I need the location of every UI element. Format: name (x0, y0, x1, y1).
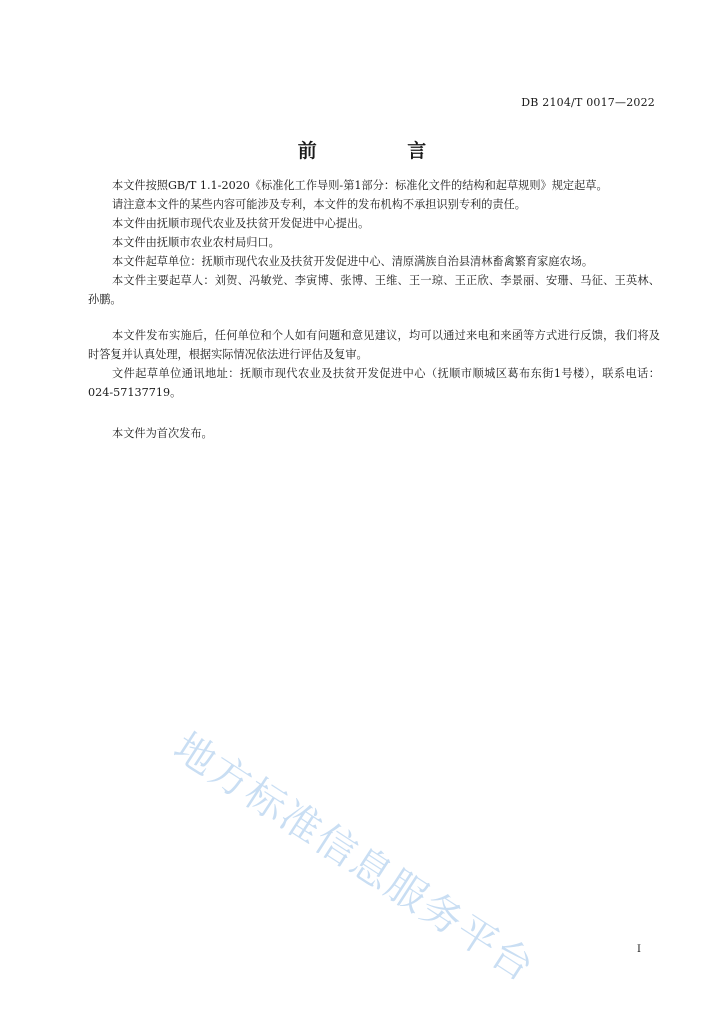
paragraph-proposer: 本文件由抚顺市现代农业及扶贫开发促进中心提出。 (112, 217, 370, 230)
paragraph-drafting-units: 本文件起草单位：抚顺市现代农业及扶贫开发促进中心、清原满族自治县清林畜禽繁育家庭农场。 (112, 255, 594, 268)
paragraph-drafting-standard: 本文件按照GB/T 1.1-2020《标准化工作导则-第1部分：标准化文件的结构和起草规则》规定起草。 (112, 179, 608, 192)
watermark: 地方标准信息服务平台 (165, 724, 543, 992)
preface-block-feedback (88, 326, 660, 402)
page-number: I (637, 944, 641, 955)
paragraph-feedback: 本文件发布实施后，任何单位和个人如有问题和意见建议，均可以通过来电和来函等方式进行反馈，我们将及时答复并认真处理，根据实际情况依法进行评估及复审。 (88, 329, 660, 361)
page-title: 前 言 (297, 140, 469, 162)
document-code: DB 2104/T 0017—2022 (521, 96, 655, 109)
paragraph-centralized-by: 本文件由抚顺市农业农村局归口。 (112, 236, 280, 249)
preface-block-release (88, 424, 660, 443)
preface-block-main (88, 176, 660, 309)
paragraph-patent-notice: 请注意本文件的某些内容可能涉及专利，本文件的发布机构不承担识别专利的责任。 (112, 198, 526, 211)
paragraph-contact-address: 文件起草单位通讯地址：抚顺市现代农业及扶贫开发促进中心（抚顺市顺城区葛布东街1号楼），联系电话：024-57137719。 (88, 367, 660, 399)
paragraph-drafters: 本文件主要起草人：刘贺、冯敏党、李寅博、张博、王维、王一琼、王正欣、李景丽、安珊、马征、王英林、孙鹏。 (88, 274, 660, 306)
paragraph-first-release: 本文件为首次发布。 (112, 427, 213, 440)
